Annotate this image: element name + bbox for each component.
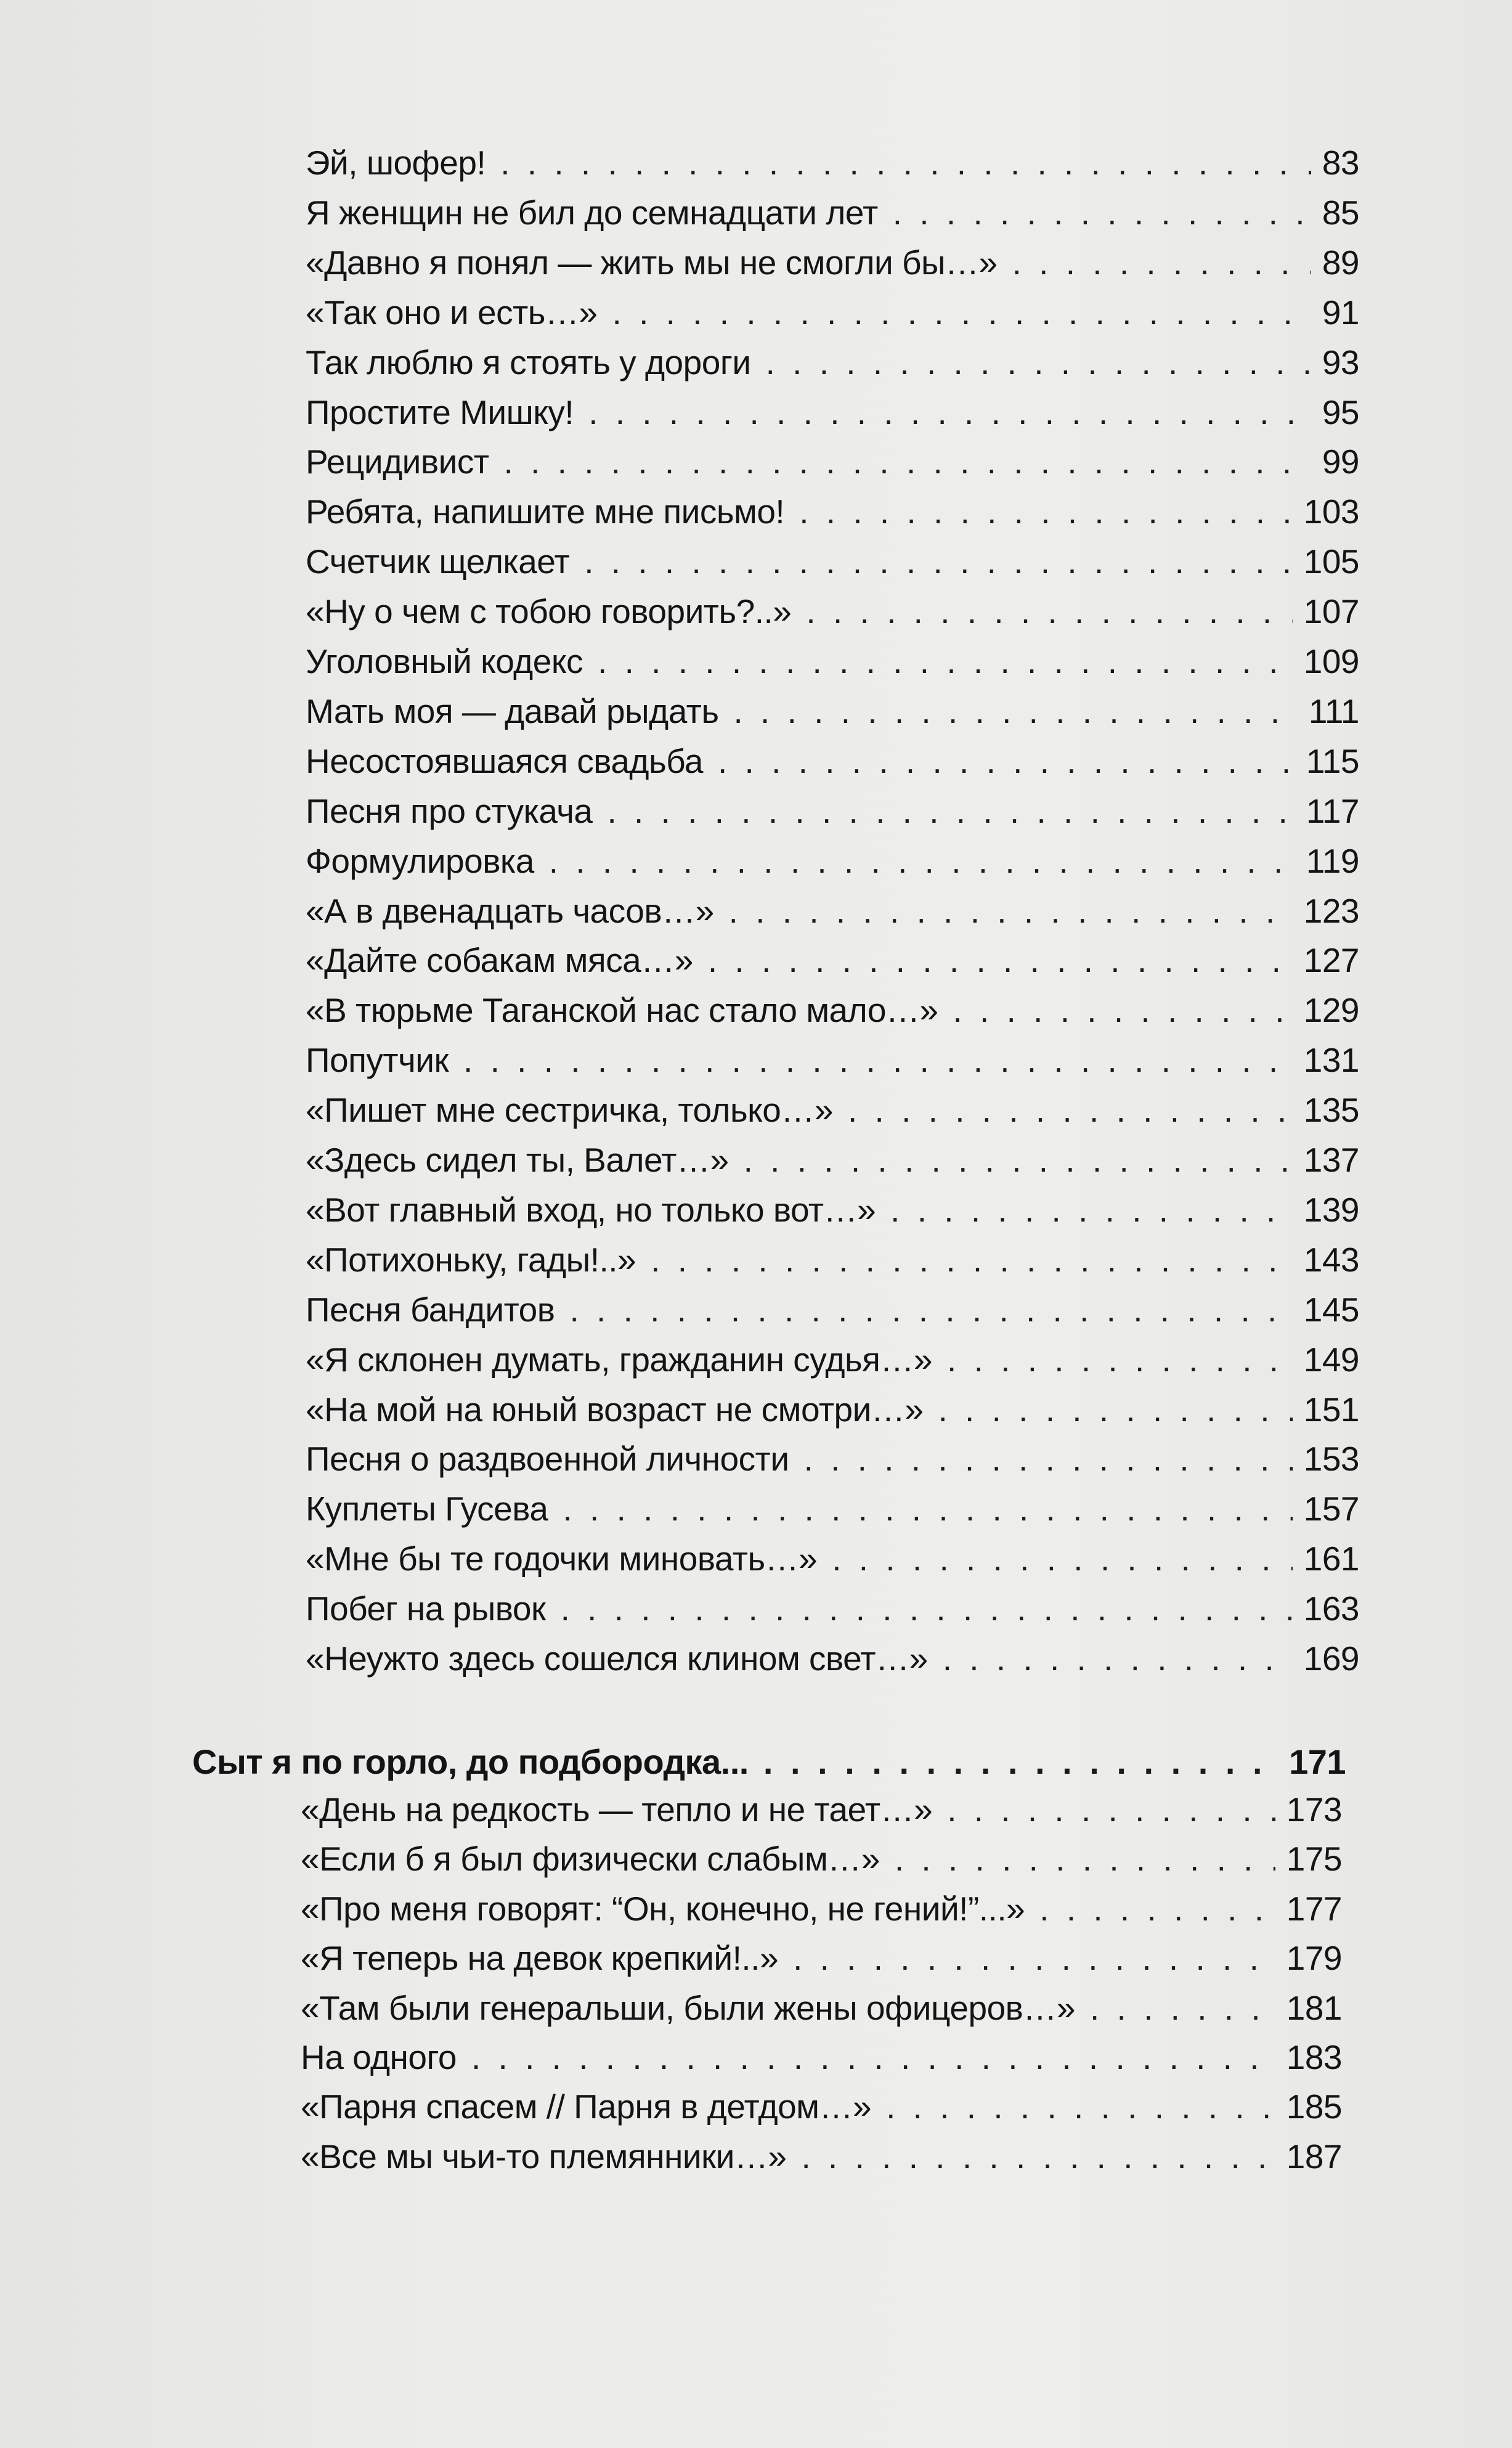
page-number: 99 [1322,443,1359,481]
dot-leader [563,1489,1292,1528]
dot-leader [584,542,1293,581]
entry-title: «Если б я был физически слабым…» [301,1840,880,1879]
toc-entry [306,891,1359,940]
page-number: 163 [1303,1589,1359,1628]
page-number: 171 [1289,1742,1346,1781]
toc-entry [306,1439,1359,1488]
toc-entry [306,1589,1359,1638]
entry-title: Песня про стукача [306,791,593,830]
entry-title: Счетчик щелкает [306,542,570,581]
dot-leader [799,492,1293,531]
page-number: 103 [1303,492,1359,531]
dot-leader [1090,1988,1275,2028]
page-number: 161 [1303,1540,1359,1578]
entry-title: «На мой на юный возраст не смотри…» [306,1390,924,1429]
dot-leader [893,193,1311,232]
entry-title: «Давно я понял — жить мы не смогли бы…» [306,243,998,282]
page-number: 169 [1303,1639,1359,1678]
entry-title: Формулировка [306,841,534,880]
toc-entry [306,542,1359,591]
toc-entry [301,2087,1342,2136]
page-number: 135 [1303,1091,1359,1130]
page-number: 123 [1303,891,1359,930]
toc-section-heading [192,1742,1346,1791]
dot-leader [886,2087,1275,2126]
dot-leader [938,1390,1292,1429]
page-number: 185 [1286,2087,1342,2126]
page-number: 95 [1322,393,1359,431]
page-number: 89 [1322,243,1359,282]
dot-leader [718,741,1295,781]
toc-entry [306,143,1359,192]
entry-title: «Неужто здесь сошелся клином свет…» [306,1639,928,1678]
entry-title: «Здесь сидел ты, Валет…» [306,1141,729,1179]
page-number: 179 [1286,1939,1342,1978]
toc-entry [306,692,1359,741]
toc-entry [301,1790,1342,1839]
page-number: 107 [1303,592,1359,631]
page-number: 177 [1286,1889,1342,1928]
toc-entry [306,492,1359,541]
entry-title: Эй, шофер! [306,144,486,182]
dot-leader [848,1090,1293,1130]
dot-leader [651,1240,1293,1279]
toc-entry [306,1539,1359,1588]
page-number: 187 [1286,2137,1342,2176]
dot-leader [588,393,1311,432]
entry-title: «Парня спасем // Парня в детдом…» [301,2087,872,2126]
page-number: 181 [1286,1988,1342,2027]
page-number: 129 [1303,991,1359,1030]
dot-leader [729,891,1293,931]
entry-title: Простите Мишку! [306,393,574,431]
toc-entry [306,1240,1359,1289]
toc-entry [306,1390,1359,1439]
toc-entry [306,1340,1359,1389]
dot-leader [947,1340,1293,1379]
entry-title: На одного [301,2038,457,2076]
toc-entry [301,1938,1342,1988]
toc-entry [306,1489,1359,1538]
entry-title: «Все мы чьи-то племянники…» [301,2137,787,2176]
dot-leader [569,1290,1292,1329]
entry-title: Так люблю я стоять у дороги [306,343,751,381]
dot-leader [734,692,1298,731]
entry-title: «Дайте собакам мяса…» [306,941,693,980]
dot-leader [561,1589,1293,1628]
dot-leader [598,642,1293,681]
dot-leader [1012,243,1311,282]
dot-leader [708,940,1293,980]
page-number: 131 [1303,1041,1359,1080]
dot-leader [471,2038,1275,2077]
entry-title: Куплеты Гусева [306,1490,548,1528]
entry-title: Я женщин не бил до семнадцати лет [306,193,878,232]
dot-leader [549,841,1295,881]
toc-entry [306,1290,1359,1339]
dot-leader [943,1639,1293,1678]
entry-title: Мать моя — давай рыдать [306,692,719,730]
entry-title: Сыт я по горло, до подбородка... [192,1742,749,1781]
toc-entry [301,1839,1342,1888]
toc-entry [301,1889,1342,1938]
dot-leader [806,592,1292,631]
page-number: 145 [1303,1290,1359,1329]
entry-title: Песня бандитов [306,1290,555,1329]
entry-title: «Про меня говорят: “Он, конечно, не гений!”...» [301,1889,1025,1928]
page-number: 153 [1303,1440,1359,1479]
toc-entry [301,2137,1342,2186]
dot-leader [504,442,1311,481]
entry-title: Рецидивист [306,443,489,481]
dot-leader [793,1938,1275,1978]
dot-leader [804,1439,1293,1479]
dot-leader [500,143,1311,182]
toc-entry [306,1190,1359,1239]
page-number: 85 [1322,193,1359,232]
dot-leader [895,1839,1275,1879]
toc-entry [306,990,1359,1040]
page-number: 173 [1286,1790,1342,1829]
entry-title: Несостоявшаяся свадьба [306,741,703,780]
page-number: 117 [1306,791,1359,830]
toc-entry [306,1140,1359,1189]
page-number: 127 [1303,941,1359,980]
toc-entry [306,343,1359,392]
entry-title: «В тюрьме Таганской нас стало мало…» [306,991,938,1030]
toc-entry [306,642,1359,691]
entry-title: «Там были генеральши, были жены офицеров…» [301,1988,1075,2027]
page-number: 137 [1303,1141,1359,1179]
entry-title: Уголовный кодекс [306,642,583,680]
page-number: 183 [1286,2038,1342,2076]
page-number: 143 [1303,1240,1359,1279]
page-number: 139 [1303,1190,1359,1229]
toc-entry [306,940,1359,990]
page-number: 157 [1303,1490,1359,1528]
entry-title: Песня о раздвоенной личности [306,1440,789,1479]
toc-entry [301,2038,1342,2087]
page-number: 151 [1303,1390,1359,1429]
dot-leader [763,1742,1278,1782]
toc-entry [306,293,1359,342]
entry-title: «Так оно и есть…» [306,293,598,332]
dot-leader [1039,1889,1275,1928]
toc-entry [306,1040,1359,1090]
dot-leader [890,1190,1293,1230]
dot-leader [612,293,1311,332]
toc-entry [306,1639,1359,1688]
toc-entry [306,393,1359,442]
entry-title: «А в двенадцать часов…» [306,891,714,930]
dot-leader [744,1140,1293,1180]
dot-leader [947,1790,1275,1829]
entry-title: Ребята, напишите мне письмо! [306,492,785,531]
page-number: 83 [1322,144,1359,182]
entry-title: «Вот главный вход, но только вот…» [306,1190,876,1229]
page-number: 109 [1303,642,1359,680]
page-number: 175 [1286,1840,1342,1879]
dot-leader [766,343,1311,382]
dot-leader [953,990,1293,1030]
entry-title: «Пишет мне сестричка, только…» [306,1091,833,1130]
page-number: 149 [1303,1340,1359,1379]
dot-leader [832,1539,1292,1578]
dot-leader [801,2137,1275,2176]
page-number: 111 [1308,692,1359,730]
toc-entry [306,592,1359,641]
page-number: 115 [1306,741,1359,780]
page-number: 91 [1322,293,1359,332]
toc-entry [306,741,1359,791]
toc-entry [306,243,1359,292]
toc-entry [306,193,1359,242]
entry-title: «Я теперь на девок крепкий!..» [301,1939,779,1978]
toc-entry [306,442,1359,491]
page-number: 105 [1303,542,1359,581]
entry-title: «Я склонен думать, гражданин судья…» [306,1340,933,1379]
toc-entry [306,841,1359,891]
entry-title: «День на редкость — тепло и не тает…» [301,1790,933,1829]
entry-title: «Ну о чем с тобою говорить?..» [306,592,792,631]
entry-title: Побег на рывок [306,1589,546,1628]
entry-title: Попутчик [306,1041,449,1080]
toc-entry [306,1090,1359,1140]
page-number: 93 [1322,343,1359,381]
entry-title: «Потихоньку, гады!..» [306,1240,636,1279]
toc-entry [306,791,1359,841]
entry-title: «Мне бы те годочки миновать…» [306,1540,818,1578]
toc-entry [301,1988,1342,2038]
dot-leader [608,791,1295,831]
page-number: 119 [1306,841,1359,880]
dot-leader [463,1040,1293,1080]
